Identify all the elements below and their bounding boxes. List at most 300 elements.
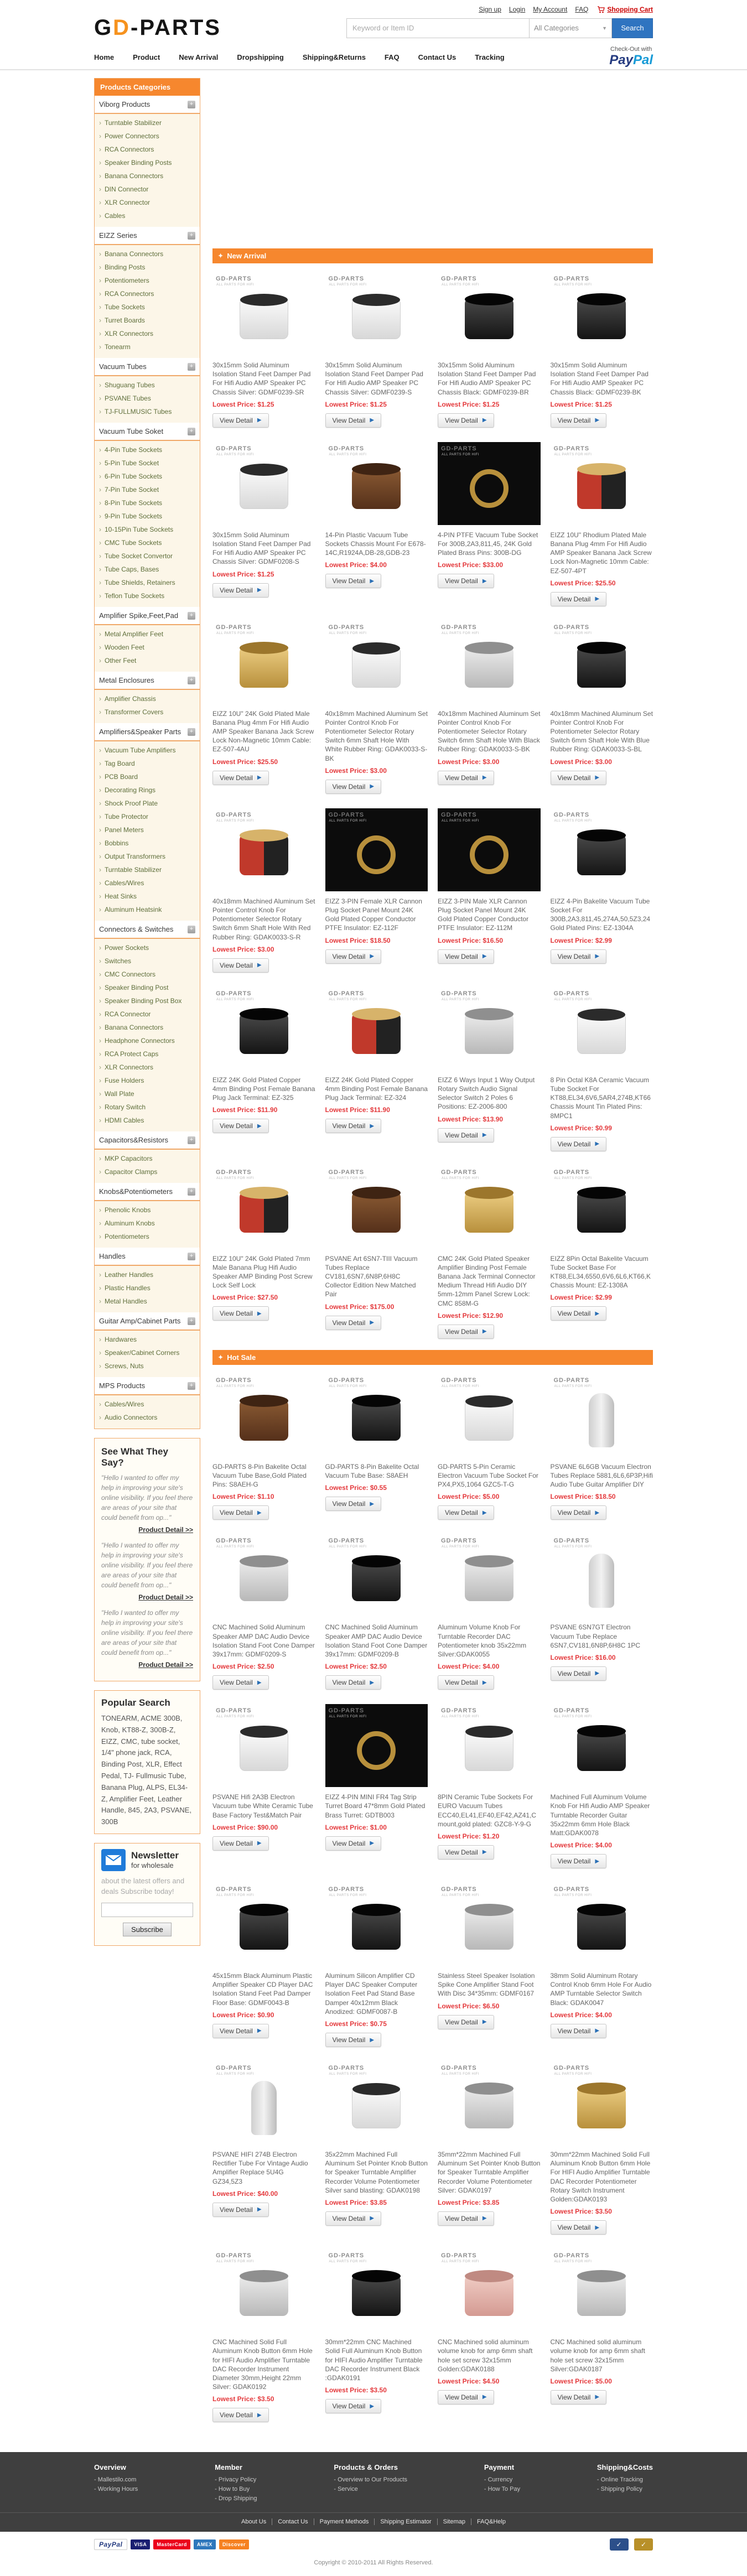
product-title[interactable]: CNC Machined Solid Full Aluminum Knob Button 6mm Hole for HIFI Audio Amplifier Turntable DAC Recorder Instrument Diameter 30mm,Height 22mm Silver: GDAK0192 [212,2338,313,2391]
product-image[interactable] [325,808,428,891]
paypal-checkout-button[interactable] [609,46,653,69]
footer-about-link[interactable]: FAQ&Help [471,2518,511,2525]
sidebar-category-item[interactable]: › Turret Boards [95,314,200,327]
footer-about-link[interactable]: Shipping Estimator [374,2518,437,2525]
product-title[interactable]: PSVANE Art 6SN7-TIII Vacuum Tubes Replace CV181,6SN7,6N8P,6H8C Collector Edition New Matched Pair [325,1254,418,1299]
view-detail-button[interactable]: View Detail ▶ [325,780,382,794]
sidebar-category-item[interactable]: › Tube Protector [95,810,200,823]
view-detail-button[interactable]: View Detail ▶ [438,1128,494,1142]
footer-link[interactable]: - Drop Shipping [215,2495,257,2502]
product-image[interactable] [551,987,653,1070]
product-image[interactable] [438,2249,541,2332]
view-detail-button[interactable]: View Detail ▶ [438,1675,494,1690]
view-detail-button[interactable]: View Detail ▶ [212,1119,269,1133]
footer-link[interactable]: - Privacy Policy [215,2476,257,2483]
product-image[interactable] [551,1534,653,1617]
footer-link[interactable]: - Currency [484,2476,520,2483]
sidebar-category-item[interactable]: › Speaker Binding Post Box [95,994,200,1007]
view-detail-button[interactable]: View Detail ▶ [325,1497,382,1511]
sidebar-category-item[interactable]: › CMC Connectors [95,968,200,981]
brand-watermark: GD-PARTS [328,811,365,818]
view-detail-button[interactable]: View Detail ▶ [325,2399,382,2413]
product-image[interactable] [212,1374,315,1457]
nav-link[interactable]: Tracking [475,53,505,61]
sidebar-category-item[interactable]: › 6-Pin Tube Sockets [95,470,200,483]
product-title[interactable]: CMC 24K Gold Plated Speaker Amplifier Binding Post Female Banana Jack Terminal Connector Medium Thread Hifi Audio DIY 5mm-12mm Panel Screw Lock: CMC 858M-G [438,1254,536,1307]
sidebar-category-item[interactable]: › Tube Socket Convertor [95,549,200,563]
product-image[interactable] [438,1704,541,1787]
sidebar-category-item[interactable]: › Tube Shields, Retainers [95,576,200,589]
product-title[interactable]: 40x18mm Machined Aluminum Set Pointer Control Knob For Potentiometer Selector Rotary Switch 6mm Shaft Hole With Black Rubber Ring: GDAK0033-S-BK [438,709,541,754]
view-detail-button[interactable]: View Detail ▶ [325,949,382,964]
product-title[interactable]: 8 Pin Octal K8A Ceramic Vacuum Tube Socket For KT88,EL34,6V6,5AR4,274B,KT66 Chassis Mount Tin Plated Pins: 8MPC1 [550,1076,651,1120]
category-section-header[interactable] [95,921,200,939]
product-title[interactable]: 30x15mm Solid Aluminum Isolation Stand Feet Damper Pad For Hifi Audio AMP Speaker PC Chassis Black: GDMF0239-BK [550,361,649,396]
sidebar-category-item[interactable]: › Transformer Covers [95,705,200,719]
sidebar-category-item[interactable]: › TJ-FULLMUSIC Tubes [95,405,200,418]
category-section-header[interactable] [95,96,200,114]
view-detail-button[interactable]: View Detail ▶ [212,958,269,973]
product-title[interactable]: GD-PARTS 8-Pin Bakelite Octal Vacuum Tube Base: S8AEH [325,1462,419,1479]
arrow-right-icon: ▶ [370,1840,375,1847]
nav-link[interactable]: Dropshipping [237,53,284,61]
product-photo-shape [465,1560,513,1601]
product-price: Lowest Price: $0.75 [325,2020,387,2028]
sidebar-category-item[interactable]: › PSVANE Tubes [95,392,200,405]
sidebar-category-item[interactable]: › Potentiometers [95,1230,200,1243]
view-detail-button[interactable]: View Detail ▶ [438,2211,494,2226]
logo[interactable] [94,15,221,40]
categories-box [94,78,200,1429]
nav-link[interactable]: Home [94,53,115,61]
product-image[interactable] [438,621,541,704]
view-detail-button[interactable]: View Detail ▶ [212,1306,269,1321]
sidebar-category-item[interactable]: › Teflon Tube Sockets [95,589,200,603]
view-detail-button[interactable]: View Detail ▶ [551,1306,607,1321]
sidebar-category-item[interactable]: › Metal Handles [95,1295,200,1308]
brand-watermark: GD-PARTS [441,1886,477,1893]
sidebar-category-item[interactable]: › Shuguang Tubes [95,378,200,392]
sidebar-category-item[interactable]: › Speaker Binding Posts [95,156,200,169]
product-image[interactable] [551,2249,653,2332]
footer-link[interactable]: - Mallestilo.com [94,2476,138,2483]
sidebar-category-item[interactable]: › Amplifier Chassis [95,692,200,705]
nav-link[interactable]: Contact Us [418,53,456,61]
product-title[interactable]: 30x15mm Solid Aluminum Isolation Stand Feet Damper Pad For Hifi Audio AMP Speaker PC Chassis Silver: GDMF0239-S [325,361,423,396]
top-link[interactable]: FAQ [575,6,589,13]
sidebar-category-item[interactable]: › Heat Sinks [95,890,200,903]
sidebar-category-item[interactable]: › Decorating Rings [95,783,200,797]
testimonial-detail-link[interactable]: Product Detail >> [138,1661,193,1669]
sidebar-category-item[interactable]: › Tube Sockets [95,300,200,314]
product-image[interactable] [551,1374,653,1457]
product-image[interactable] [212,2061,315,2144]
sidebar-category-item[interactable]: › Power Connectors [95,129,200,143]
expand-plus-icon[interactable]: + [188,1136,195,1144]
testimonial-detail-link[interactable]: Product Detail >> [138,1526,193,1534]
product-image[interactable] [325,272,428,355]
footer-about-link[interactable]: Contact Us [272,2518,313,2525]
product-image[interactable] [325,1374,428,1457]
expand-plus-icon[interactable]: + [188,1253,195,1260]
product-title[interactable]: 30mm*22mm Machined Solid Full Aluminum Knob Button 6mm Hole For HIFI Audio Amplifier Turntable DAC Recorder Potentiometer Rotary Switch Instrument Golden:GDAK0193 [550,2151,651,2203]
sidebar-category-item[interactable]: › Fuse Holders [95,1074,200,1087]
product-image[interactable] [551,1704,653,1787]
product-image[interactable] [551,2061,653,2144]
product-image[interactable] [212,442,315,525]
sidebar-category-item[interactable]: › DIN Connector [95,183,200,196]
product-title[interactable]: Aluminum Silicon Amplifier CD Player DAC Speaker Computer Isolation Feet Pad Stand Base Damper 40x12mm Black Anodized: GDMF0087-B [325,1972,418,2016]
product-title[interactable]: CNC Machined solid aluminum volume knob for amp 6mm shaft hole set screw 32x15mm Silver:GDAK0187 [550,2338,645,2373]
search-input[interactable] [346,18,529,38]
product-title[interactable]: 40x18mm Machined Aluminum Set Pointer Control Knob For Potentiometer Selector Rotary Switch 6mm Shaft Hole With Blue Rubber Ring: GDAK0033-S-BL [550,709,653,754]
product-title[interactable]: PSVANE 6SN7GT Electron Vacuum Tube Replace 6SN7,CV181,6N8P,6H8C 1PC [550,1623,641,1649]
sidebar-category-item[interactable]: › 7-Pin Tube Socket [95,483,200,496]
view-detail-button[interactable]: View Detail ▶ [212,413,269,428]
footer-about-link[interactable]: Payment Methods [314,2518,375,2525]
product-image[interactable] [212,1704,315,1787]
sidebar-category-item[interactable]: › Speaker/Cabinet Corners [95,1346,200,1359]
sidebar-category-item[interactable]: › Banana Connectors [95,247,200,261]
product-title[interactable]: 38mm Solid Aluminum Rotary Control Knob 6mm Hole For Audio AMP Turntable Selector Switch Black: GDAK0047 [550,1972,652,2007]
view-detail-button[interactable]: View Detail ▶ [438,949,494,964]
product-image[interactable] [212,987,315,1070]
category-section-header[interactable] [95,1312,200,1331]
view-detail-button[interactable]: View Detail ▶ [212,2024,269,2038]
product-image[interactable] [325,621,428,704]
product-title[interactable]: EIZZ 10U" 24K Gold Plated 7mm Male Banana Plug Hifi Audio Speaker AMP Binding Post Screw Lock Self Lock [212,1254,313,1290]
product-title[interactable]: 8PIN Ceramic Tube Sockets For EURO Vacuum Tubes ECC40,EL41,EF40,EF42,AZ41,C mount,gold plated: GZC8-Y-9-G [438,1793,537,1828]
view-detail-button[interactable]: View Detail ▶ [551,1137,607,1151]
footer-link[interactable]: - Overview to Our Products [334,2476,407,2483]
product-image[interactable] [212,1166,315,1249]
expand-plus-icon[interactable]: + [188,101,195,108]
product-price: Lowest Price: $1.25 [325,400,387,408]
category-section-header[interactable] [95,1131,200,1150]
footer-link[interactable]: - Online Tracking [597,2476,653,2483]
product-title[interactable]: Aluminum Volume Knob For Turntable Recorder DAC Potentiometer knob 35x22mm Silver:GDAK0055 [438,1623,527,1658]
product-image[interactable] [212,808,315,891]
view-detail-button[interactable]: View Detail ▶ [438,2390,494,2404]
testimonial-detail-link[interactable]: Product Detail >> [138,1593,193,1601]
view-detail-button[interactable]: View Detail ▶ [212,1836,269,1851]
sidebar-category-item[interactable]: › Hardwares [95,1333,200,1346]
sidebar-category-item[interactable]: › 10-15Pin Tube Sockets [95,523,200,536]
footer-about-link[interactable]: About Us [241,2518,267,2526]
shopping-cart-link[interactable] [597,6,653,13]
product-title[interactable]: 4-PIN PTFE Vacuum Tube Socket For 300B,2A3,811,45, 24K Gold Plated Brass Pins: 300B-DG [438,531,538,557]
nav-link[interactable]: New Arrival [179,53,219,61]
category-section-header[interactable] [95,1248,200,1266]
expand-plus-icon[interactable]: + [188,428,195,435]
product-image[interactable] [325,1704,428,1787]
footer-about-link[interactable]: Sitemap [437,2518,471,2525]
sidebar-category-item[interactable]: › XLR Connectors [95,327,200,340]
product-image[interactable] [551,1883,653,1966]
sidebar-category-item[interactable]: › Aluminum Heatsink [95,903,200,916]
product-title[interactable]: PSVANE HIFI 274B Electron Rectifier Tube For Vintage Audio Amplifier Replace 5U4G GZ34,5Z3 [212,2151,308,2185]
sidebar-category-item[interactable]: › Banana Connectors [95,1021,200,1034]
view-detail-button[interactable]: View Detail ▶ [325,2033,382,2047]
footer-link[interactable]: - How To Pay [484,2486,520,2492]
top-link[interactable]: Sign up [479,6,501,13]
view-detail-button[interactable]: View Detail ▶ [438,413,494,428]
sidebar-category-item[interactable]: › Cables [95,209,200,222]
product-title[interactable]: EIZZ 4-PIN MINI FR4 Tag Strip Turret Board 47*8mm Gold Plated Brass Turret: GDTB003 [325,1793,426,1819]
expand-plus-icon[interactable]: + [188,1382,195,1390]
product-title[interactable]: 14-Pin Plastic Vacuum Tube Sockets Chassis Mount For E678-14C,R1924A,DB-28,GDB-23 [325,531,426,557]
sidebar-category-item[interactable]: › Tube Caps, Bases [95,563,200,576]
product-title[interactable]: 35mm*22mm Machined Full Aluminum Set Pointer Knob Button for Speaker Turntable Amplifier Recorder Volume Potentiometer Silver: GDAK0197 [438,2151,541,2194]
product-title[interactable]: 45x15mm Black Aluminum Plastic Amplifier Speaker CD Player DAC Isolation Stand Feet Pad Damper Floor Base: GDMF0043-B [212,1972,313,2007]
view-detail-button[interactable]: View Detail ▶ [325,1675,382,1690]
expand-plus-icon[interactable]: + [188,677,195,684]
product-image[interactable] [438,272,541,355]
product-image[interactable] [212,1534,315,1617]
view-detail-button[interactable]: View Detail ▶ [551,2024,607,2038]
view-detail-button[interactable]: View Detail ▶ [551,1505,607,1520]
footer-link[interactable]: - Service [334,2486,407,2492]
product-title[interactable]: 30x15mm Solid Aluminum Isolation Stand Feet Damper Pad For Hifi Audio AMP Speaker PC Chassis Silver: GDMF0208-S [212,531,311,566]
view-detail-button[interactable]: View Detail ▶ [551,592,607,606]
category-section-header[interactable] [95,358,200,376]
view-detail-button[interactable]: View Detail ▶ [438,574,494,588]
view-detail-button[interactable]: View Detail ▶ [212,1505,269,1520]
view-detail-button[interactable]: View Detail ▶ [438,1845,494,1860]
product-image[interactable] [325,987,428,1070]
product-title[interactable]: EIZZ 3-PIN Male XLR Cannon Plug Socket Panel Mount 24K Gold Plated Copper Conductor PTFE Insulator: EZ-112M [438,897,529,932]
product-title[interactable]: 30x15mm Solid Aluminum Isolation Stand Feet Damper Pad For Hifi Audio AMP Speaker PC Chassis Silver: GDMF0239-SR [212,361,311,396]
category-section-header[interactable] [95,1183,200,1201]
category-section-items [95,939,200,1131]
view-detail-button[interactable]: View Detail ▶ [212,583,269,598]
product-title[interactable]: EIZZ 24K Gold Plated Copper 4mm Binding Post Female Banana Plug Jack Terminal: EZ-325 [212,1076,315,1102]
sidebar-category-item[interactable]: › RCA Protect Caps [95,1047,200,1061]
product-title[interactable]: Machined Full Aluminum Volume Knob For Hifi Audio AMP Speaker Turntable Recorder Guitar 35x22mm 6mm Hole Black Matt:GDAK0078 [550,1793,650,1837]
sidebar-category-item[interactable]: › CMC Tube Sockets [95,536,200,549]
category-section-items [95,245,200,358]
footer [0,2452,747,2532]
nav-link[interactable]: Shipping&Returns [302,53,366,61]
product-title[interactable]: GD-PARTS 5-Pin Ceramic Electron Vacuum Tube Socket For PX4,PX5,1064 GZC5-T-G [438,1462,538,1489]
view-detail-button[interactable]: View Detail ▶ [551,2390,607,2404]
sidebar-category-item[interactable]: › 8-Pin Tube Sockets [95,496,200,510]
footer-link[interactable]: - How to Buy [215,2486,257,2492]
expand-plus-icon[interactable]: + [188,728,195,736]
view-detail-button[interactable]: View Detail ▶ [325,1316,382,1330]
sidebar-category-item[interactable]: › Shock Proof Plate [95,797,200,810]
view-detail-button[interactable]: View Detail ▶ [212,1675,269,1690]
product-title[interactable]: CNC Machined solid aluminum volume knob for amp 6mm shaft hole set screw 32x15mm Golden:GDAK0188 [438,2338,533,2373]
product-image[interactable] [325,2061,428,2144]
view-detail-button[interactable]: View Detail ▶ [212,771,269,785]
sidebar-category-item[interactable]: › 5-Pin Tube Socket [95,456,200,470]
newsletter-box [94,1843,200,1946]
product-title[interactable]: EIZZ 4-Pin Bakelite Vacuum Tube Socket For 300B,2A3,811,45,274A,50,5Z3,24 Gold Plated Pins: EZ-1304A [550,897,651,932]
sidebar-category-item[interactable]: › Tonearm [95,340,200,354]
sidebar-category-item[interactable]: › Metal Amplifier Feet [95,627,200,641]
product-image[interactable] [551,621,653,704]
brand-watermark-tagline: ALL PARTS FOR HIFI [554,1545,592,1549]
sidebar-category-item[interactable]: › XLR Connector [95,196,200,209]
expand-plus-icon[interactable]: + [188,926,195,933]
view-detail-button[interactable]: View Detail ▶ [325,2211,382,2226]
product-image[interactable] [438,1374,541,1457]
product-image[interactable] [551,442,653,525]
sidebar-category-item[interactable]: › MKP Capacitors [95,1152,200,1165]
category-section-header[interactable] [95,423,200,441]
product-image[interactable] [325,2249,428,2332]
product-image[interactable] [212,621,315,704]
category-dropdown[interactable] [529,18,612,38]
product-title[interactable]: GD-PARTS 8-Pin Bakelite Octal Vacuum Tube Base,Gold Plated Pins: S8AEH-G [212,1462,307,1489]
sidebar-category-item[interactable]: › Speaker Binding Post [95,981,200,994]
nav-link[interactable]: Product [133,53,160,61]
view-detail-button[interactable]: View Detail ▶ [325,574,382,588]
product-image[interactable] [325,1166,428,1249]
sidebar-category-item[interactable]: › Wooden Feet [95,641,200,654]
sidebar-category-item[interactable]: › Turntable Stabilizer [95,863,200,876]
category-section-header[interactable] [95,723,200,741]
product-title[interactable]: Stainless Steel Speaker Isolation Spike Cone Amplifier Stand Foot With Disc 34*35mm: GDMF0167 [438,1972,535,1998]
product-image[interactable] [438,987,541,1070]
footer-link[interactable]: - Shipping Policy [597,2486,653,2492]
product-title[interactable]: 35x22mm Machined Full Aluminum Set Pointer Knob Button for Speaker Turntable Amplifier Recorder Volume Potentiometer Silver sand blasting: GDAK0198 [325,2151,428,2194]
view-detail-button[interactable]: View Detail ▶ [551,771,607,785]
product-image[interactable] [325,442,428,525]
newsletter-input[interactable] [101,1903,193,1917]
category-section-header[interactable] [95,1377,200,1395]
view-detail-button[interactable]: View Detail ▶ [438,771,494,785]
product-image[interactable] [212,2249,315,2332]
product-title[interactable]: CNC Machined Solid Aluminum Speaker AMP DAC Audio Device Isolation Stand Foot Cone Damper 39x17mm: GDMF0209-B [325,1623,428,1658]
sidebar-category-item[interactable]: › Wall Plate [95,1087,200,1100]
sidebar-category-item[interactable]: › RCA Connectors [95,143,200,156]
category-section-header[interactable] [95,672,200,690]
expand-plus-icon[interactable]: + [188,1188,195,1196]
product-image[interactable] [325,1883,428,1966]
product-title[interactable]: 40x18mm Machined Aluminum Set Pointer Control Knob For Potentiometer Selector Rotary Switch 6mm Shaft Hole With Red Rubber Ring: GDAK0033-S-R [212,897,315,941]
sidebar-category-item[interactable]: › Banana Connectors [95,169,200,183]
product-title[interactable]: PSVANE 6L6GB Vacuum Electron Tubes Replace 5881,6L6,6P3P,Hifi Audio Tube Guitar Amplifier DIY [550,1462,653,1489]
product-title[interactable]: EIZZ 10U" Rhodium Plated Male Banana Plug 4mm For Hifi Audio AMP Speaker Banana Jack Screw Lock Non-Magnetic 10mm Cable: EZ-507-4PT [550,531,652,575]
product-image[interactable] [551,808,653,891]
view-detail-button[interactable]: View Detail ▶ [551,949,607,964]
sidebar-category-item[interactable]: › Turntable Stabilizer [95,116,200,129]
product-card [438,808,541,964]
product-image[interactable] [551,272,653,355]
sidebar-category-item[interactable]: › Power Sockets [95,941,200,954]
sidebar-category-item[interactable]: › Screws, Nuts [95,1359,200,1373]
sidebar-category-item[interactable]: › Binding Posts [95,261,200,274]
top-link[interactable]: My Account [533,6,568,13]
product-image[interactable] [325,1534,428,1617]
product-image[interactable] [212,1883,315,1966]
sidebar-category-item[interactable]: › Capacitor Clamps [95,1165,200,1178]
sidebar-category-item[interactable]: › Cables/Wires [95,876,200,890]
sidebar-category-item[interactable]: › Bobbins [95,837,200,850]
sidebar-category-item[interactable]: › Output Transformers [95,850,200,863]
sidebar-category-item[interactable]: › Audio Connectors [95,1411,200,1424]
expand-plus-icon[interactable]: + [188,612,195,620]
category-section-header[interactable] [95,607,200,625]
view-detail-button[interactable]: View Detail ▶ [551,413,607,428]
product-image[interactable] [438,1534,541,1617]
nav-link[interactable]: FAQ [384,53,400,61]
product-title[interactable]: EIZZ 6 Ways Input 1 Way Output Rotary Switch Audio Signal Selector Switch 2 Poles 6 Positions: EZ-2006-800 [438,1076,535,1111]
sidebar-category-item[interactable]: › RCA Connector [95,1007,200,1021]
product-image[interactable] [438,442,541,525]
sidebar-category-item[interactable]: › Tag Board [95,757,200,770]
view-detail-button[interactable]: View Detail ▶ [438,1505,494,1520]
product-image[interactable] [438,2061,541,2144]
sidebar-category-item[interactable]: › Other Feet [95,654,200,667]
sidebar-category-item[interactable]: › Leather Handles [95,1268,200,1281]
product-title[interactable]: EIZZ 8Pin Octal Bakelite Vacuum Tube Socket Base For KT88,EL34,6550,6V6,6L6,KT66,K Chassis Mount: EZ-1308A [550,1254,651,1290]
category-section-label: Connectors & Switches [99,925,174,933]
view-detail-button[interactable]: View Detail ▶ [438,2015,494,2029]
product-title[interactable]: EIZZ 10U" 24K Gold Plated Male Banana Plug 4mm For Hifi Audio AMP Speaker Banana Jack Screw Lock Non-Magnetic 10mm Cable: EZ-507-4AU [212,709,314,754]
sidebar-category-item[interactable]: › Cables/Wires [95,1398,200,1411]
view-detail-button[interactable]: View Detail ▶ [212,2203,269,2217]
view-detail-button[interactable]: View Detail ▶ [325,1119,382,1133]
view-detail-button[interactable]: View Detail ▶ [438,1325,494,1339]
view-detail-button[interactable]: View Detail ▶ [551,2220,607,2235]
category-section-header[interactable] [95,227,200,245]
footer-link[interactable]: - Working Hours [94,2486,138,2492]
product-image[interactable] [438,1166,541,1249]
sidebar-category-item[interactable]: › Rotary Switch [95,1100,200,1114]
search-button[interactable]: Search [612,18,653,38]
sidebar-category-item[interactable]: › Potentiometers [95,274,200,287]
product-title[interactable]: 30x15mm Solid Aluminum Isolation Stand Feet Damper Pad For Hifi Audio AMP Speaker PC Chassis Black: GDMF0239-BR [438,361,536,396]
sidebar-category-item[interactable]: › Aluminum Knobs [95,1217,200,1230]
top-link[interactable]: Login [509,6,526,13]
subscribe-button[interactable]: Subscribe [123,1923,172,1936]
expand-plus-icon[interactable]: + [188,363,195,371]
sidebar-category-item[interactable]: › Panel Meters [95,823,200,837]
sidebar-category-item[interactable]: › Plastic Handles [95,1281,200,1295]
expand-plus-icon[interactable]: + [188,1317,195,1325]
product-title[interactable]: 30mm*22mm CNC Machined Solid Full Aluminum Knob Button for HIFI Audio Amplifier Turntable DAC Recorder Instrument Black :GDAK0191 [325,2338,423,2382]
product-image[interactable] [438,808,541,891]
sidebar-category-item[interactable]: › HDMI Cables [95,1114,200,1127]
product-image[interactable] [438,1883,541,1966]
product-image[interactable] [212,272,315,355]
product-title[interactable]: 40x18mm Machined Aluminum Set Pointer Control Knob For Potentiometer Selector Rotary Switch 6mm Shaft Hole With White Rubber Ring: GDAK0033-S-BK [325,709,428,762]
sidebar-category-item[interactable]: › 4-Pin Tube Sockets [95,443,200,456]
product-title[interactable]: EIZZ 24K Gold Plated Copper 4mm Binding Post Female Banana Plug Jack Terminal: EZ-324 [325,1076,428,1102]
view-detail-button[interactable]: View Detail ▶ [212,2408,269,2422]
view-detail-button[interactable]: View Detail ▶ [325,413,382,428]
sidebar-category-item[interactable]: › 9-Pin Tube Sockets [95,510,200,523]
sidebar-category-item[interactable]: › Vacuum Tube Amplifiers [95,744,200,757]
sidebar-category-item[interactable]: › Headphone Connectors [95,1034,200,1047]
sidebar-category-item[interactable]: › Phenolic Knobs [95,1203,200,1217]
sidebar-category-item[interactable]: › RCA Connectors [95,287,200,300]
view-detail-button[interactable]: View Detail ▶ [325,1836,382,1851]
sidebar-category-item[interactable]: › PCB Board [95,770,200,783]
view-detail-button[interactable]: View Detail ▶ [551,1666,607,1681]
product-image[interactable] [551,1166,653,1249]
expand-plus-icon[interactable]: + [188,232,195,240]
product-title[interactable]: CNC Machined Solid Aluminum Speaker AMP DAC Audio Device Isolation Stand Foot Cone Damper 39x17mm: GDMF0209-S [212,1623,315,1658]
view-detail-button[interactable]: View Detail ▶ [551,1854,607,1868]
product-title[interactable]: PSVANE Hifi 2A3B Electron Vacuum tube White Ceramic Tube Base Factory Test&Match Pair [212,1793,313,1819]
product-title[interactable]: EIZZ 3-PIN Female XLR Cannon Plug Socket Panel Mount 24K Gold Plated Copper Conductor PTFE Insulator: EZ-112F [325,897,422,932]
sidebar-category-item[interactable]: › XLR Connectors [95,1061,200,1074]
sidebar-category-item[interactable]: › Switches [95,954,200,968]
